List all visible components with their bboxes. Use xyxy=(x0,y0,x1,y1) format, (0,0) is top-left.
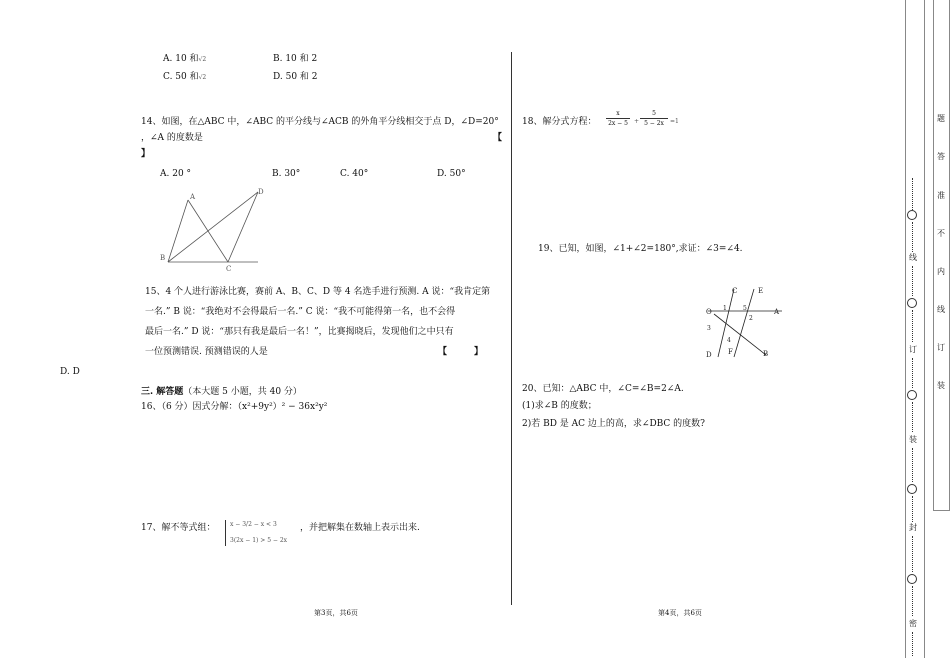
binding-dots-9 xyxy=(912,536,913,572)
q18-fraction-1-den: 2x − 5 xyxy=(606,118,630,128)
binding-inner-char-8: 装 xyxy=(937,381,945,390)
q19-angle-4: 4 xyxy=(727,337,731,344)
binding-dots-5 xyxy=(912,358,913,388)
binding-dots-10 xyxy=(912,586,913,616)
q13-option-d: D. 50 和 2 xyxy=(273,72,318,82)
q17-inequality-1: x − 3/2 − x < 3 xyxy=(230,521,277,528)
q15-bracket: 【 】 xyxy=(438,347,484,357)
q14-option-a: A. 20 ° xyxy=(160,169,192,179)
q17-system-brace xyxy=(225,520,229,546)
q14-label-b: B xyxy=(160,254,166,262)
section3-heading: 三. 解答题（本大题 5 小题，共 40 分） xyxy=(141,387,302,397)
q15-line2: 一名.” B 说：“我绝对不会得最后一名.” C 说：“我不可能得第一名，也不会得 xyxy=(145,307,456,317)
q19-label-o: O xyxy=(706,308,712,316)
q16-text: 16、（6 分）因式分解：（x²+9y²）² − 36x²y² xyxy=(141,402,328,412)
page-divider xyxy=(511,52,512,605)
binding-hole-4 xyxy=(907,484,917,494)
binding-label-4: 封 xyxy=(909,523,917,532)
binding-inner-char-4: 不 xyxy=(937,229,945,238)
q13-option-a-radical: √2 xyxy=(198,56,207,63)
binding-dots-4 xyxy=(912,310,913,342)
q15-line4: 一位预测错误. 预测错误的人是 xyxy=(145,347,268,357)
q17-tail: ，并把解集在数轴上表示出来. xyxy=(300,523,420,533)
q13-option-c-radical: √2 xyxy=(198,74,207,81)
binding-dots-3 xyxy=(912,266,913,296)
q14-line1: 14、如图，在△ABC 中，∠ABC 的平分线与∠ACB 的外角平分线相交于点 D，∠D=20° xyxy=(141,117,499,127)
q15-answer: D. D xyxy=(60,367,80,377)
q18-plus: + xyxy=(634,118,640,125)
q14-option-d: D. 50° xyxy=(437,169,466,179)
binding-label-2: 订 xyxy=(909,345,917,354)
q19-label-f: F xyxy=(728,348,733,356)
q18-fraction-1-num: x xyxy=(616,110,620,117)
q18-fraction-2-den: 5 − 2x xyxy=(640,118,668,128)
left-page-footer: 第3页，共6页 xyxy=(314,609,358,617)
q19-parallel-lines-figure xyxy=(706,284,786,360)
binding-dots-6 xyxy=(912,402,913,432)
q14-bracket-close: 】 xyxy=(141,149,151,159)
binding-dots-1 xyxy=(912,178,913,210)
binding-hole-3 xyxy=(907,390,917,400)
q18-fraction-2 xyxy=(640,109,668,128)
binding-hole-1 xyxy=(907,210,917,220)
q18-fraction-1 xyxy=(606,109,630,128)
q18-label: 18、解分式方程： xyxy=(522,117,597,127)
q20-line2: (1)求∠B 的度数； xyxy=(522,401,597,411)
binding-strip xyxy=(905,0,925,658)
binding-inner-char-1: 题 xyxy=(937,114,945,123)
q14-line2: ，∠A 的度数是 xyxy=(141,133,203,143)
q14-option-c: C. 40° xyxy=(340,169,369,179)
binding-inner-char-7: 订 xyxy=(937,343,945,352)
binding-dots-2 xyxy=(912,222,913,252)
q19-label-b: B xyxy=(763,350,769,358)
q14-label-c: C xyxy=(226,265,232,273)
binding-hole-2 xyxy=(907,298,917,308)
q19-angle-3: 3 xyxy=(707,325,711,332)
q17-inequality-2: 3(2x − 1) > 5 − 2x xyxy=(230,537,288,544)
binding-dots-7 xyxy=(912,448,913,482)
binding-inner-char-6: 线 xyxy=(937,305,945,314)
q19-label-e: E xyxy=(758,287,764,295)
right-page-footer: 第4页，共6页 xyxy=(658,609,702,617)
q18-equals: =1 xyxy=(670,118,679,125)
q15-line1: 15、4 个人进行游泳比赛，赛前 A、B、C、D 等 4 名选手进行预测. A 说：“我肯定第 xyxy=(145,287,491,297)
q19-label-d: D xyxy=(706,351,712,359)
q17-label: 17、解不等式组： xyxy=(141,523,216,533)
q19-label-c: C xyxy=(732,287,738,295)
q18-fraction-2-num: 5 xyxy=(652,110,656,117)
binding-label-1: 线 xyxy=(909,253,917,262)
q14-label-d: D xyxy=(258,188,264,196)
q14-triangle-figure xyxy=(160,188,264,278)
q19-angle-2: 2 xyxy=(749,315,753,322)
q20-line1: 20、已知：△ABC 中，∠C=∠B=2∠A. xyxy=(522,384,684,394)
binding-inner-char-5: 内 xyxy=(937,267,945,276)
q14-label-a: A xyxy=(190,193,196,201)
binding-dots-11 xyxy=(912,632,913,656)
binding-dots-8 xyxy=(912,496,913,522)
q14-bracket-open: 【 xyxy=(493,133,503,143)
binding-inner-char-3: 准 xyxy=(937,191,945,200)
binding-inner-char-2: 答 xyxy=(937,152,945,161)
binding-hole-5 xyxy=(907,574,917,584)
q20-line3: 2)若 BD 是 AC 边上的高，求∠DBC 的度数? xyxy=(522,419,706,429)
binding-inner-strip xyxy=(933,0,950,511)
q19-text: 19、已知，如图，∠1+∠2=180°,求证：∠3=∠4. xyxy=(538,244,743,254)
binding-label-5: 密 xyxy=(909,619,917,628)
q19-label-a: A xyxy=(774,308,780,316)
q15-line3: 最后一名.” D 说：“那只有我是最后一名！”，比赛揭晓后，发现他们之中只有 xyxy=(145,327,454,337)
q13-option-b: B. 10 和 2 xyxy=(273,54,318,64)
q14-option-b: B. 30° xyxy=(272,169,301,179)
q19-angle-5: 5 xyxy=(743,305,747,312)
q13-option-c: C. 50 和√2 xyxy=(163,72,207,82)
binding-label-3: 装 xyxy=(909,435,917,444)
q19-angle-1: 1 xyxy=(723,305,727,312)
q13-option-a: A. 10 和√2 xyxy=(163,54,207,64)
